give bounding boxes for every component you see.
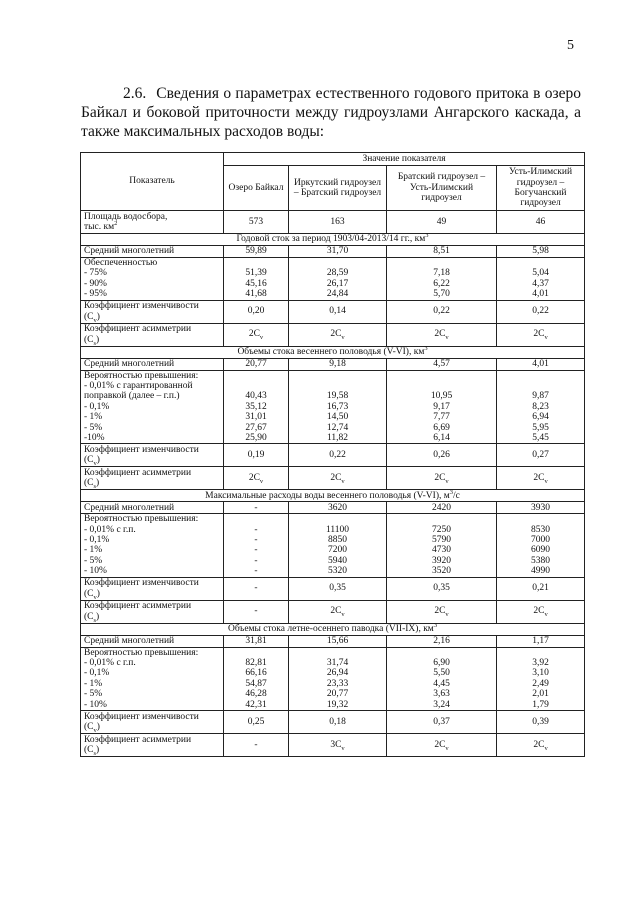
table-row-probabilities — [81, 647, 585, 710]
row-label: Вероятностью превышения: - 0,01% с гарантированной поправкой (далее – г.п.) - 0,1% - 1% - 5% -10% — [81, 370, 224, 444]
table-section-title-row — [81, 490, 585, 502]
table-cell: 2420 — [387, 502, 497, 514]
table-cell: 59,89 — [224, 246, 289, 258]
row-label: Средний многолетний — [81, 246, 224, 258]
table-cell: $2С_v$ — [387, 467, 497, 490]
row-label: Коэффициент асимметрии $(С_s)$ — [81, 323, 224, 346]
row-label: Площадь водосбора, тыс. $км^2$ — [81, 211, 224, 234]
section-title: Объемы стока летне-осеннего паводка (VII-IX), $км^3$ — [81, 623, 585, 635]
table-cell: 51,39 45,16 41,68 — [224, 258, 289, 301]
row-label: Коэффициент изменчивости $(С_v)$ — [81, 577, 224, 600]
row-label: Коэффициент асимметрии $(С_s)$ — [81, 467, 224, 490]
table-cell: 15,66 — [289, 635, 387, 647]
page-number: 5 — [567, 38, 574, 53]
table-row-mean — [81, 246, 585, 258]
table-cell: 8530 7000 6090 5380 4990 — [497, 514, 585, 577]
table-cell: 3,92 3,10 2,49 2,01 1,79 — [497, 647, 585, 710]
section-heading-text: Сведения о параметрах естественного годового притока в озеро Байкал и боковой приточности между гидроузлами Ангарского каскада, а также максимальных расходов воды: — [81, 85, 581, 140]
row-label: Коэффициент изменчивости $(С_v)$ — [81, 710, 224, 733]
header-column-bratsk-ust-ilimsk: Братский гидроузел – Усть-Илимский гидроузел — [387, 166, 497, 211]
table-cell: 573 — [224, 211, 289, 234]
table-row-probabilities — [81, 514, 585, 577]
table-row-cs — [81, 600, 585, 623]
row-label: Средний многолетний — [81, 358, 224, 370]
table-cell: 0,35 — [387, 577, 497, 600]
table-cell: $3С_v$ — [289, 733, 387, 756]
table-cell: 8,51 — [387, 246, 497, 258]
table-section-title-row — [81, 623, 585, 635]
table-cell: 1,17 — [497, 635, 585, 647]
header-indicator: Показатель — [81, 153, 224, 211]
table-cell: 46 — [497, 211, 585, 234]
table-cell: $2С_v$ — [497, 323, 585, 346]
table-cell: $2С_v$ — [497, 600, 585, 623]
table-row-cv — [81, 444, 585, 467]
table-row-catchment-area — [81, 211, 585, 234]
table-cell: 3620 — [289, 502, 387, 514]
header-column-baikal: Озеро Байкал — [224, 166, 289, 211]
table-cell: 4,01 — [497, 358, 585, 370]
table-cell: 0,37 — [387, 710, 497, 733]
section-title: Годовой сток за период 1903/04-2013/14 гг., $км^3$ — [81, 234, 585, 246]
table-cell: 0,39 — [497, 710, 585, 733]
table-cell: 0,20 — [224, 300, 289, 323]
table-cell: 5,04 4,37 4,01 — [497, 258, 585, 301]
table-cell: - — [224, 577, 289, 600]
table-cell: 31,70 — [289, 246, 387, 258]
table-row-cv — [81, 577, 585, 600]
table-row-cv — [81, 300, 585, 323]
table-cell: 49 — [387, 211, 497, 234]
table-row-cs — [81, 733, 585, 756]
row-label: Средний многолетний — [81, 635, 224, 647]
table-cell: 0,35 — [289, 577, 387, 600]
table-cell: 31,81 — [224, 635, 289, 647]
row-label: Обеспеченностью - 75% - 90% - 95% — [81, 258, 224, 301]
table-cell: 7,18 6,22 5,70 — [387, 258, 497, 301]
table-cell: $2С_v$ — [289, 600, 387, 623]
table-cell: 19,58 16,73 14,50 12,74 11,82 — [289, 370, 387, 444]
table-cell: - — [224, 600, 289, 623]
row-label: Коэффициент изменчивости $(С_v)$ — [81, 444, 224, 467]
table-cell: 0,18 — [289, 710, 387, 733]
table-cell: $2С_v$ — [387, 600, 497, 623]
table-cell: $2С_v$ — [387, 323, 497, 346]
section-heading — [81, 84, 581, 141]
table-cell: 4,57 — [387, 358, 497, 370]
table-cell: 28,59 26,17 24,84 — [289, 258, 387, 301]
header-column-irkutsk-bratsk: Иркутский гидроузел – Братский гидроузел — [289, 166, 387, 211]
section-number: 2.6. — [123, 85, 147, 102]
table-cell: $2С_v$ — [224, 467, 289, 490]
table-cell: $2С_v$ — [497, 733, 585, 756]
row-label: Коэффициент асимметрии $(С_s)$ — [81, 733, 224, 756]
table-row-cs — [81, 323, 585, 346]
table-cell: $2С_v$ — [387, 733, 497, 756]
table-cell: $2С_v$ — [497, 467, 585, 490]
table-row-cs — [81, 467, 585, 490]
table-cell: 3930 — [497, 502, 585, 514]
table-cell: 0,14 — [289, 300, 387, 323]
table-cell: - — [224, 733, 289, 756]
table-cell: $2С_v$ — [289, 467, 387, 490]
table-cell: 0,26 — [387, 444, 497, 467]
table-cell: 163 — [289, 211, 387, 234]
table-cell: 40,43 35,12 31,01 27,67 25,90 — [224, 370, 289, 444]
row-label: Коэффициент асимметрии $(С_s)$ — [81, 600, 224, 623]
table-cell: 0,22 — [387, 300, 497, 323]
table-cell: 0,21 — [497, 577, 585, 600]
table-section-title-row — [81, 234, 585, 246]
table-cell: 11100 8850 7200 5940 5320 — [289, 514, 387, 577]
table-cell: 7250 5790 4730 3920 3520 — [387, 514, 497, 577]
row-label: Средний многолетний — [81, 502, 224, 514]
table-cell: $2С_v$ — [224, 323, 289, 346]
section-title: Максимальные расходы воды весеннего половодья (V-VI), $м^3/с$ — [81, 490, 585, 502]
table-cell: 0,25 — [224, 710, 289, 733]
table-cell: 9,18 — [289, 358, 387, 370]
table-cell: 0,22 — [289, 444, 387, 467]
header-column-ust-ilimsk-boguchany: Усть-Илимский гидроузел – Богучанский гидроузел — [497, 166, 585, 211]
table-section-title-row — [81, 346, 585, 358]
table-cell: 0,19 — [224, 444, 289, 467]
table-row-mean — [81, 502, 585, 514]
table-cell: 2,16 — [387, 635, 497, 647]
table-cell: - - - - - — [224, 514, 289, 577]
table-cell: 10,95 9,17 7,77 6,69 6,14 — [387, 370, 497, 444]
header-value-group: Значение показателя — [224, 153, 585, 166]
row-label: Коэффициент изменчивости $(С_v)$ — [81, 300, 224, 323]
table-row-mean — [81, 635, 585, 647]
table-cell: 5,98 — [497, 246, 585, 258]
table-cell: 0,27 — [497, 444, 585, 467]
table-cell: $2С_v$ — [289, 323, 387, 346]
table-cell: 82,81 66,16 54,87 46,28 42,31 — [224, 647, 289, 710]
table-row-probabilities — [81, 370, 585, 444]
table-cell: 0,22 — [497, 300, 585, 323]
table-cell: 6,90 5,50 4,45 3,63 3,24 — [387, 647, 497, 710]
hydrology-parameters-table — [80, 152, 585, 757]
table-row-mean — [81, 358, 585, 370]
table-cell: 9,87 8,23 6,94 5,95 5,45 — [497, 370, 585, 444]
section-title: Объемы стока весеннего половодья (V-VI), $км^3$ — [81, 346, 585, 358]
table-cell: 31,74 26,94 23,33 20,77 19,32 — [289, 647, 387, 710]
row-label: Вероятностью превышения: - 0,01% с г.п. - 0,1% - 1% - 5% - 10% — [81, 647, 224, 710]
table-row-cv — [81, 710, 585, 733]
table-cell: 20,77 — [224, 358, 289, 370]
row-label: Вероятностью превышения: - 0,01% с г.п. - 0,1% - 1% - 5% - 10% — [81, 514, 224, 577]
table-cell: - — [224, 502, 289, 514]
table-row-probabilities — [81, 258, 585, 301]
